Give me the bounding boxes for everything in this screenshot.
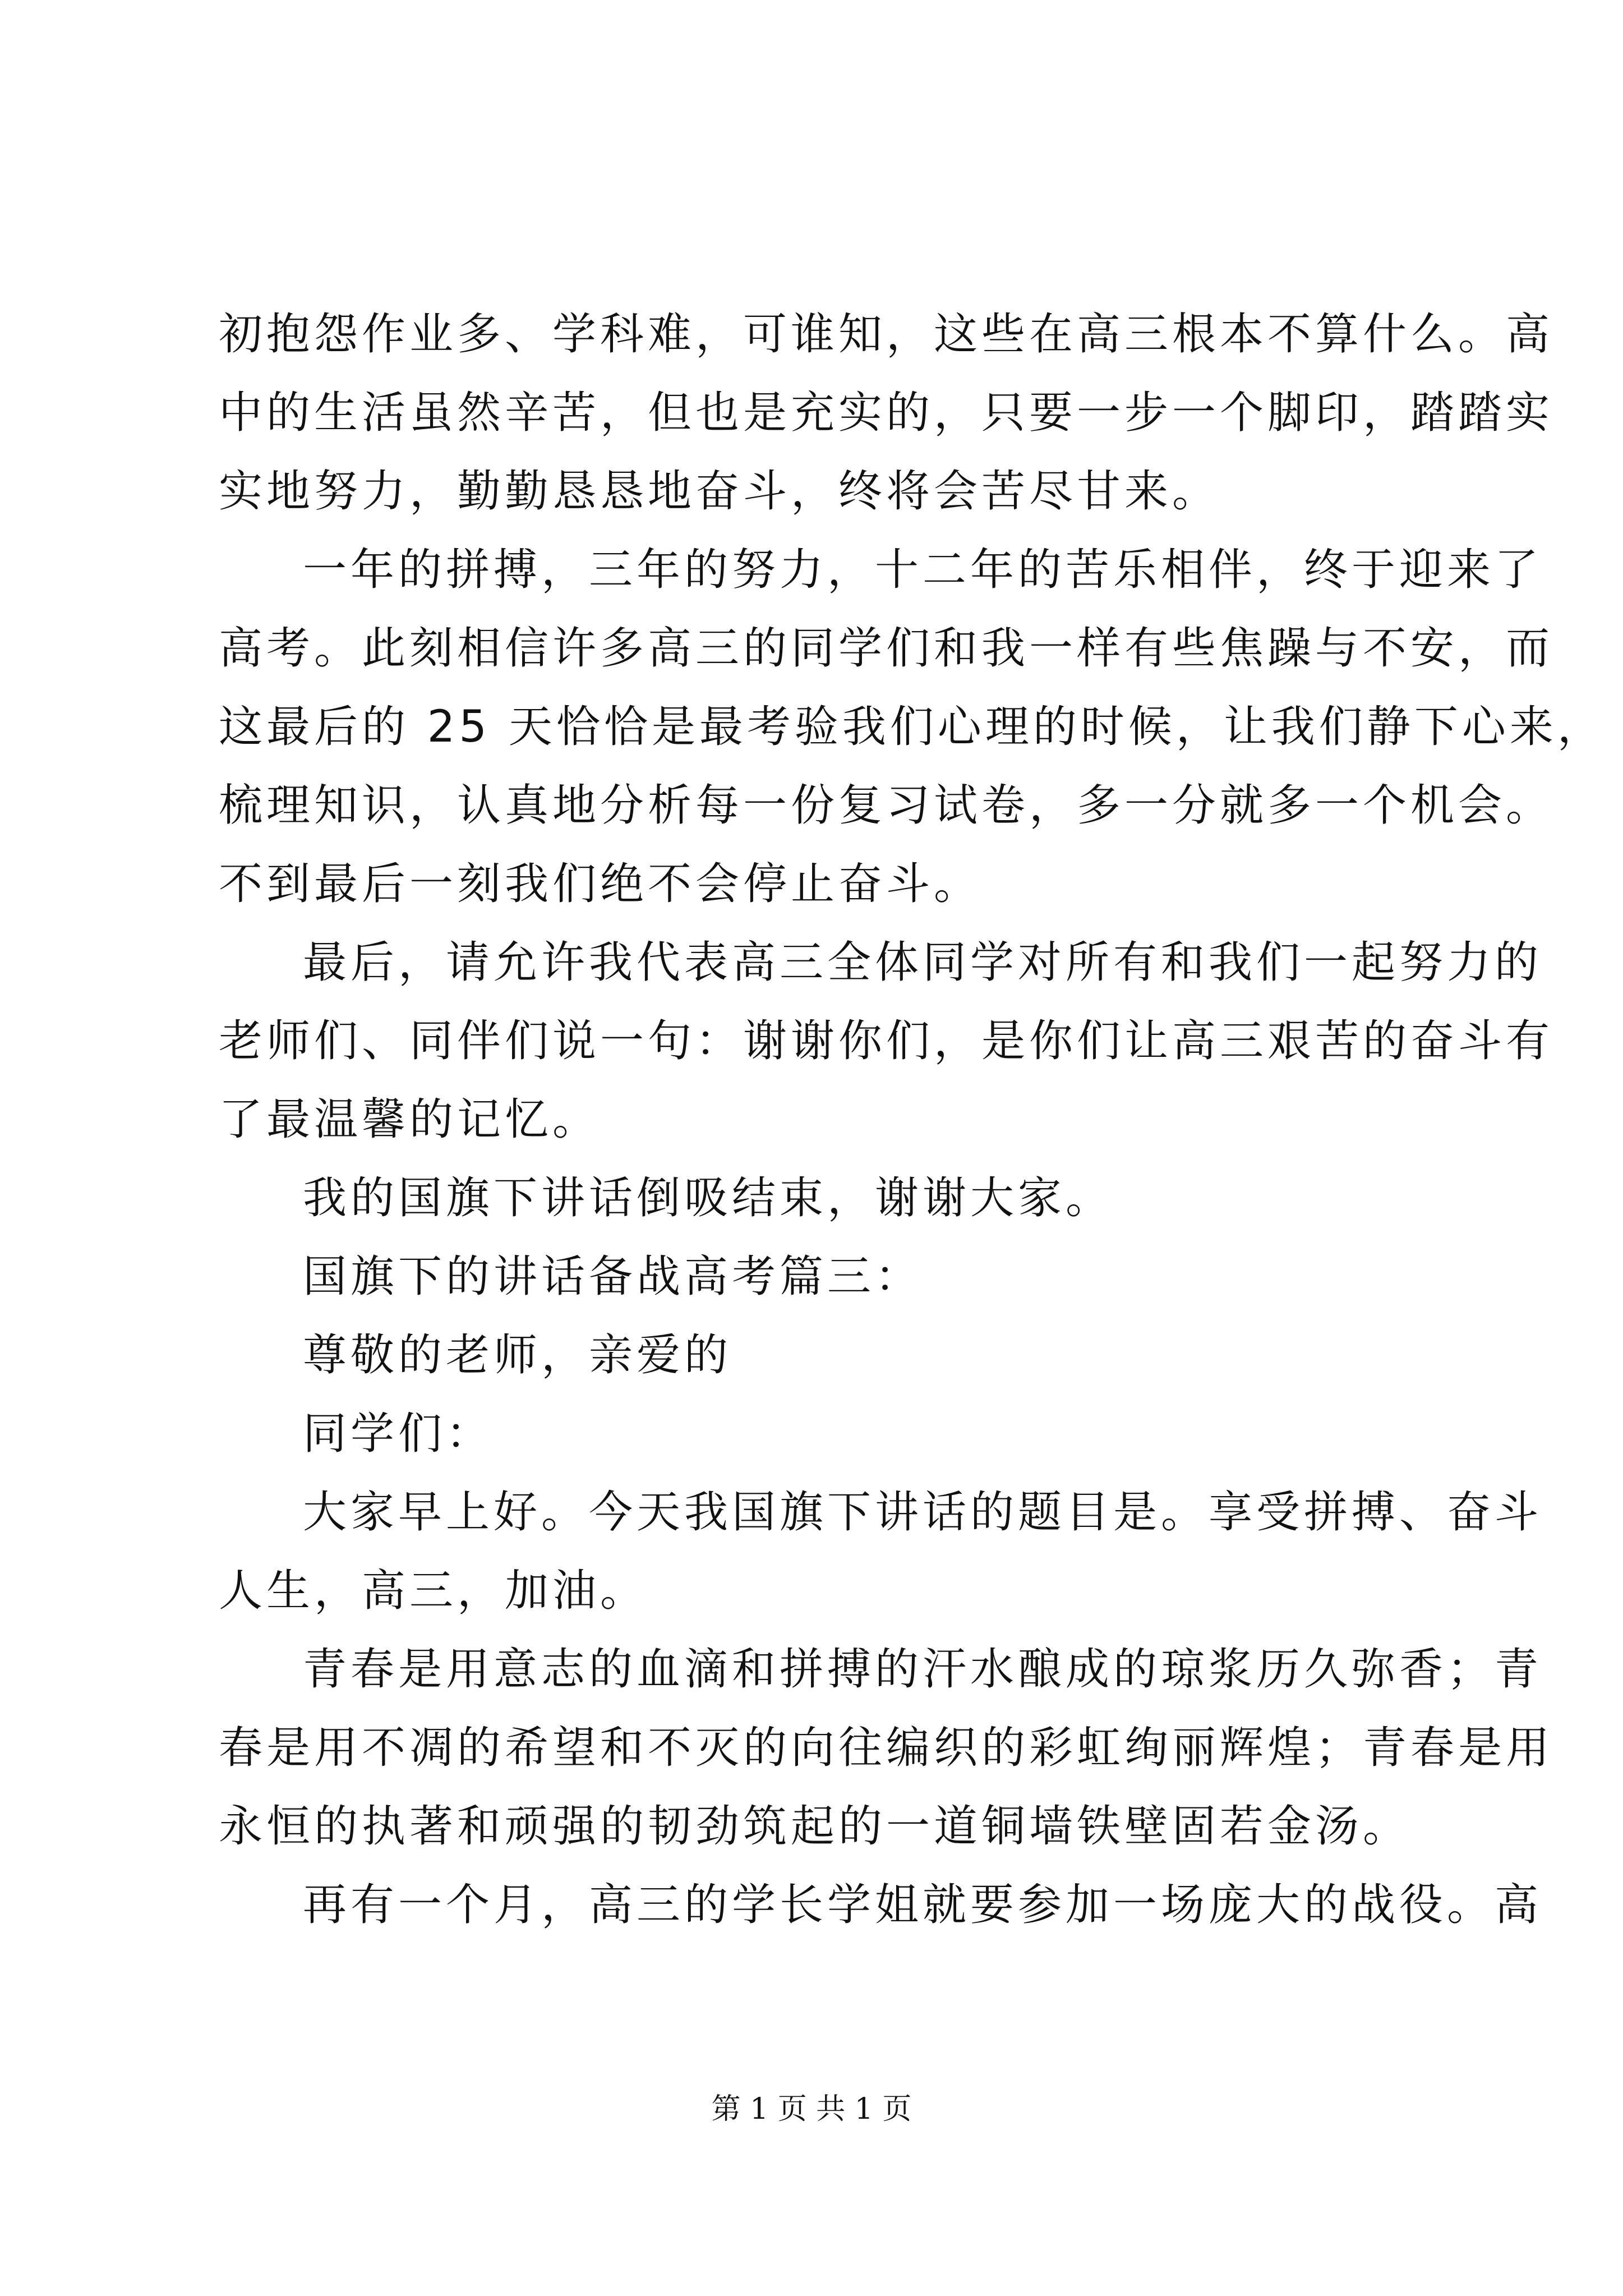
section-heading: 国旗下的讲话备战高考篇三： [303,1251,923,1302]
body-line: 青春是用意志的血滴和拼搏的汗水酿成的琼浆历久弥香；青 [303,1644,1543,1695]
body-line: 实地努力，勤勤恳恳地奋斗，终将会苦尽甘来。 [219,466,1220,517]
salutation-line: 尊敬的老师，亲爱的 [303,1330,732,1381]
body-line: 一年的拼搏，三年的努力，十二年的苦乐相伴，终于迎来了 [303,545,1543,595]
body-line: 初抱怨作业多、学科难，可谁知，这些在高三根本不算什么。高 [219,309,1554,360]
body-line: 最后，请允许我代表高三全体同学对所有和我们一起努力的 [303,937,1543,988]
body-line: 永恒的执著和顽强的韧劲筑起的一道铜墙铁壁固若金汤。 [219,1801,1411,1852]
body-line: 中的生活虽然辛苦，但也是充实的，只要一步一个脚印，踏踏实 [219,388,1554,438]
body-line: 人生，高三，加油。 [219,1566,648,1616]
page-number-footer: 第 1 页 共 1 页 [711,2092,912,2126]
body-line: 不到最后一刻我们绝不会停止奋斗。 [219,859,982,909]
body-line: 老师们、同伴们说一句：谢谢你们，是你们让高三艰苦的奋斗有 [219,1016,1554,1066]
body-line: 这最后的 25 天恰恰是最考验我们心理的时候，让我们静下心来， [219,702,1605,752]
body-line: 我的国旗下讲话倒吸结束，谢谢大家。 [303,1173,1114,1223]
body-line: 梳理知识，认真地分析每一份复习试卷，多一分就多一个机会。 [219,780,1554,831]
salutation-line: 同学们： [303,1409,494,1459]
body-line: 了最温馨的记忆。 [219,1094,601,1145]
body-line: 高考。此刻相信许多高三的同学们和我一样有些焦躁与不安，而 [219,623,1554,674]
body-line: 大家早上好。今天我国旗下讲话的题目是。享受拼搏、奋斗 [303,1487,1543,1538]
body-line: 再有一个月，高三的学长学姐就要参加一场庞大的战役。高 [303,1880,1543,1930]
body-line: 春是用不凋的希望和不灭的向往编织的彩虹绚丽辉煌；青春是用 [219,1723,1554,1773]
